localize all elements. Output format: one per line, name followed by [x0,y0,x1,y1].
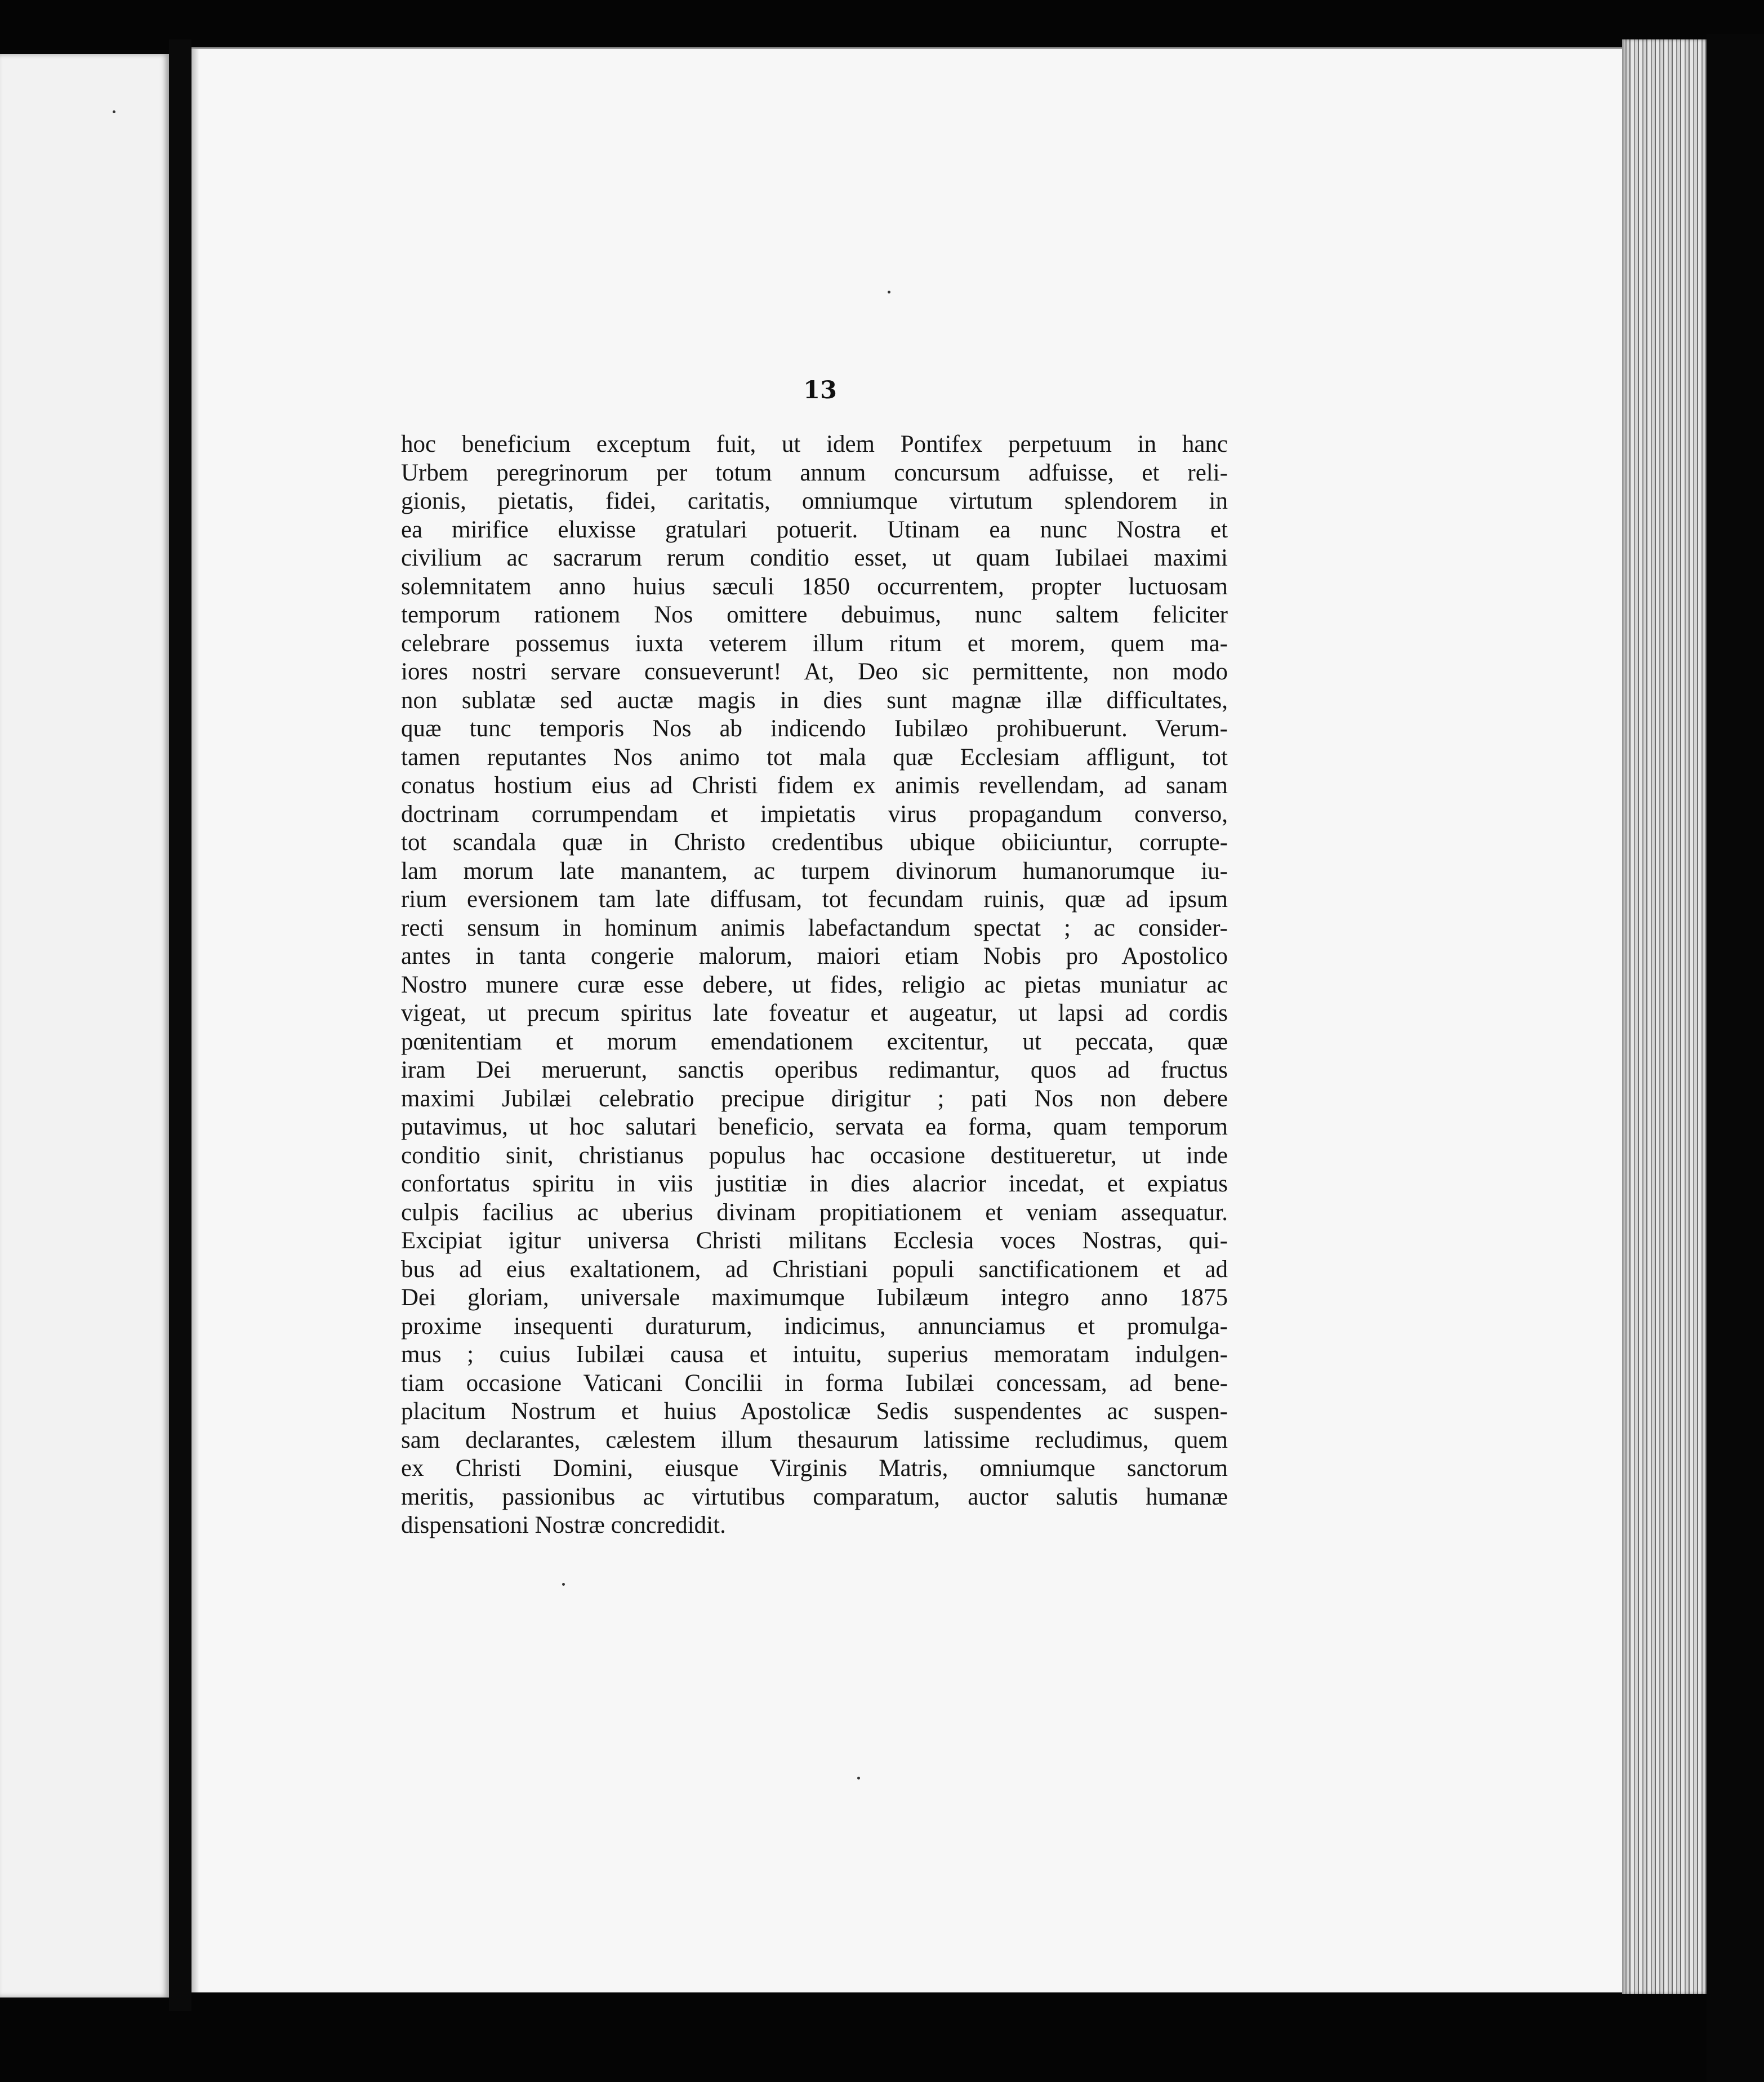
text-line: tamen reputantes Nos animo tot mala quæ Ecclesiam affligunt, tot [401,744,1228,771]
text-line: solemnitatem anno huius sæculi 1850 occurrentem, propter luctuosam [401,573,1228,600]
text-line: ex Christi Domini, eiusque Virginis Matris, omniumque sanctorum [401,1455,1228,1482]
text-line: celebrare possemus iuxta veterem illum ritum et morem, quem ma- [401,630,1228,657]
text-line: pœnitentiam et morum emendationem excitentur, ut peccata, quæ [401,1028,1228,1055]
text-line: iores nostri servare consueverunt! At, Deo sic permittente, non modo [401,659,1228,685]
text-line: proxime insequenti duraturum, indicimus, annunciamus et promulga- [401,1313,1228,1340]
text-line: lam morum late manantem, ac turpem divinorum humanorumque iu- [401,857,1228,884]
page-edges-stack [1622,39,1707,1994]
text-line: antes in tanta congerie malorum, maiori etiam Nobis pro Apostolico [401,943,1228,969]
text-line: quæ tunc temporis Nos ab indicendo Iubilæo prohibuerunt. Verum- [401,715,1228,742]
text-line: Excipiat igitur universa Christi militans Ecclesia voces Nostras, qui- [401,1227,1228,1254]
text-line: sam declarantes, cælestem illum thesaurum latissime recludimus, quem [401,1426,1228,1453]
text-line: conatus hostium eius ad Christi fidem ex animis revellendam, ad sanam [401,772,1228,799]
text-line: Nostro munere curæ esse debere, ut fides, religio ac pietas muniatur ac [401,971,1228,998]
text-line: meritis, passionibus ac virtutibus comparatum, auctor salutis humanæ [401,1483,1228,1510]
text-line: gionis, pietatis, fidei, caritatis, omniumque virtutum splendorem in [401,488,1228,514]
page-fold-shadow [191,49,199,1992]
text-line: conditio sinit, christianus populus hac occasione destitueretur, ut inde [401,1142,1228,1169]
dust-speck [857,1777,860,1780]
body-text [401,430,1228,1540]
text-line: civilium ac sacrarum rerum conditio esset, ut quam Iubilaei maximi [401,545,1228,571]
text-line: non sublatæ sed auctæ magis in dies sunt magnæ illæ difficultates, [401,687,1228,714]
text-line: tot scandala quæ in Christo credentibus ubique obiiciuntur, corrupte- [401,829,1228,856]
text-line: rium eversionem tam late diffusam, tot fecundam ruinis, quæ ad ipsum [401,886,1228,913]
text-line: mus ; cuius Iubilæi causa et intuitu, superius memoratam indulgen- [401,1341,1228,1368]
page-number: 13 [803,376,837,404]
text-line: placitum Nostrum et huius Apostolicæ Sedis suspendentes ac suspen- [401,1398,1228,1425]
dust-speck [888,291,890,293]
dust-speck [562,1583,565,1586]
text-line: tiam occasione Vaticani Concilii in forma Iubilæi concessam, ad bene- [401,1369,1228,1396]
text-line: iram Dei meruerunt, sanctis operibus redimantur, quos ad fructus [401,1057,1228,1083]
left-facing-page [0,54,169,1998]
text-line: bus ad eius exaltationem, ad Christiani populi sanctificationem et ad [401,1256,1228,1283]
text-line: Urbem peregrinorum per totum annum concursum adfuisse, et reli- [401,459,1228,486]
text-line: hoc beneficium exceptum fuit, ut idem Pontifex perpetuum in hanc [401,431,1228,457]
text-line: doctrinam corrumpendam et impietatis virus propagandum converso, [401,800,1228,828]
scan-border [1707,34,1764,2082]
text-line: vigeat, ut precum spiritus late foveatur et augeatur, ut lapsi ad cordis [401,1000,1228,1026]
text-line: ea mirifice eluxisse gratulari potuerit. Utinam ea nunc Nostra et [401,516,1228,543]
book-gutter [169,39,191,2011]
dust-speck [113,110,115,113]
text-line: Dei gloriam, universale maximumque Iubilæum integro anno 1875 [401,1284,1228,1311]
text-line: recti sensum in hominum animis labefactandum spectat ; ac consider- [401,914,1228,941]
text-line: culpis facilius ac uberius divinam propitiationem et veniam assequatur. [401,1199,1228,1226]
text-line: dispensationi Nostræ concredidit. [401,1512,726,1538]
text-line: maximi Jubilæi celebratio precipue dirigitur ; pati Nos non debere [401,1085,1228,1112]
text-line: confortatus spiritu in viis justitiæ in dies alacrior incedat, et expiatus [401,1171,1228,1197]
text-line: temporum rationem Nos omittere debuimus, nunc saltem feliciter [401,602,1228,628]
text-line: putavimus, ut hoc salutari beneficio, servata ea forma, quam temporum [401,1114,1228,1140]
